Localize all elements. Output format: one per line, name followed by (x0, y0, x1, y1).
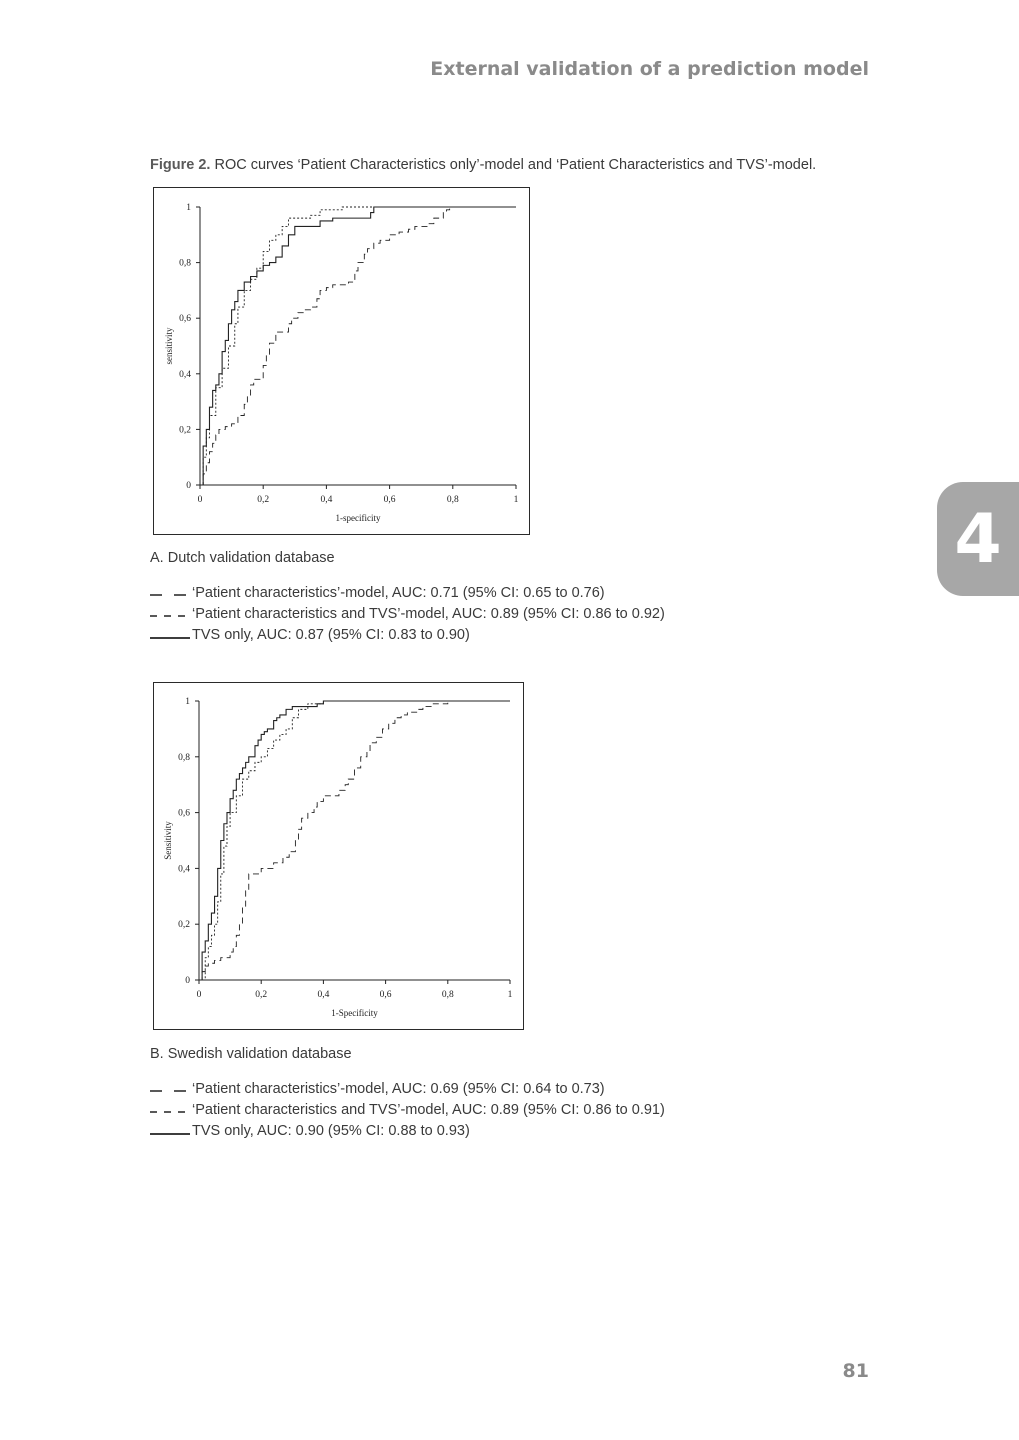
figure-label: Figure 2. (150, 157, 211, 173)
legend-text: ‘Patient characteristics and TVS’-model, AUC: 0.89 (95% CI: 0.86 to 0.92) (192, 605, 665, 622)
y-tick-label: 0,8 (178, 752, 190, 763)
series-line-solid (199, 701, 510, 980)
legend-text: TVS only, AUC: 0.87 (95% CI: 0.83 to 0.90) (192, 626, 470, 643)
legend-text: TVS only, AUC: 0.90 (95% CI: 0.88 to 0.93) (192, 1122, 470, 1139)
x-tick-label: 0,8 (441, 990, 454, 1000)
long-dash-swatch (150, 587, 190, 599)
roc-chart-a-svg (154, 188, 529, 534)
page-number: 81 (842, 1360, 869, 1382)
legend-item (150, 1120, 665, 1141)
legend-item (150, 1078, 665, 1099)
y-tick-label: 1 (185, 697, 190, 707)
running-head: External validation of a prediction model (430, 58, 869, 80)
legend-b (150, 1078, 665, 1141)
series-line-long-dash (200, 207, 516, 485)
panel-b-label: B. Swedish validation database (150, 1046, 352, 1062)
x-tick-label: 0,2 (257, 495, 270, 505)
x-tick-label: 0,2 (255, 990, 268, 1000)
x-tick-label: 0,6 (379, 990, 392, 1000)
figure-caption (150, 157, 816, 173)
x-axis-label: 1-Specificity (331, 1008, 378, 1018)
y-axis-label: Sensitivity (163, 821, 173, 860)
series-line-short-dash (199, 701, 510, 980)
x-tick-label: 1 (513, 495, 519, 505)
x-tick-label: 0,6 (383, 495, 396, 505)
y-tick-label: 0,2 (179, 425, 191, 436)
legend-item (150, 1099, 665, 1120)
y-tick-label: 0,6 (179, 314, 191, 325)
chapter-tab: 4 (937, 482, 1019, 596)
legend-text: ‘Patient characteristics’-model, AUC: 0.69 (95% CI: 0.64 to 0.73) (192, 1080, 605, 1097)
y-tick-label: 0,4 (179, 369, 191, 380)
x-tick-label: 0,4 (317, 990, 330, 1000)
short-dash-swatch (150, 1104, 190, 1116)
y-tick-label: 0 (186, 481, 191, 491)
solid-swatch (150, 629, 190, 641)
series-line-solid (200, 207, 516, 485)
legend-item (150, 624, 665, 645)
y-tick-label: 1 (186, 203, 191, 213)
series-line-long-dash (199, 701, 510, 980)
panel-a-label: A. Dutch validation database (150, 550, 335, 566)
solid-swatch (150, 1125, 190, 1137)
x-tick-label: 0 (197, 495, 203, 505)
x-tick-label: 0 (196, 990, 202, 1000)
y-axis-label: sensitivity (164, 327, 174, 365)
y-tick-label: 0,8 (179, 258, 191, 269)
series-line-short-dash (200, 207, 516, 485)
x-tick-label: 1 (507, 990, 513, 1000)
figure-caption-text: ROC curves ‘Patient Characteristics only’-model and ‘Patient Characteristics and TVS’-model. (214, 157, 817, 173)
y-tick-label: 0,4 (178, 864, 190, 875)
legend-item (150, 603, 665, 624)
y-tick-label: 0,2 (178, 920, 190, 931)
legend-a (150, 582, 665, 645)
roc-chart-b (153, 682, 524, 1030)
y-tick-label: 0,6 (178, 808, 190, 819)
x-axis-label: 1-specificity (335, 513, 381, 523)
long-dash-swatch (150, 1083, 190, 1095)
legend-text: ‘Patient characteristics and TVS’-model, AUC: 0.89 (95% CI: 0.86 to 0.91) (192, 1101, 665, 1118)
legend-item (150, 582, 665, 603)
y-tick-label: 0 (185, 976, 190, 986)
roc-chart-a (153, 187, 530, 535)
roc-chart-b-svg (154, 683, 523, 1029)
x-tick-label: 0,8 (446, 495, 459, 505)
legend-text: ‘Patient characteristics’-model, AUC: 0.71 (95% CI: 0.65 to 0.76) (192, 584, 605, 601)
short-dash-swatch (150, 608, 190, 620)
x-tick-label: 0,4 (320, 495, 333, 505)
